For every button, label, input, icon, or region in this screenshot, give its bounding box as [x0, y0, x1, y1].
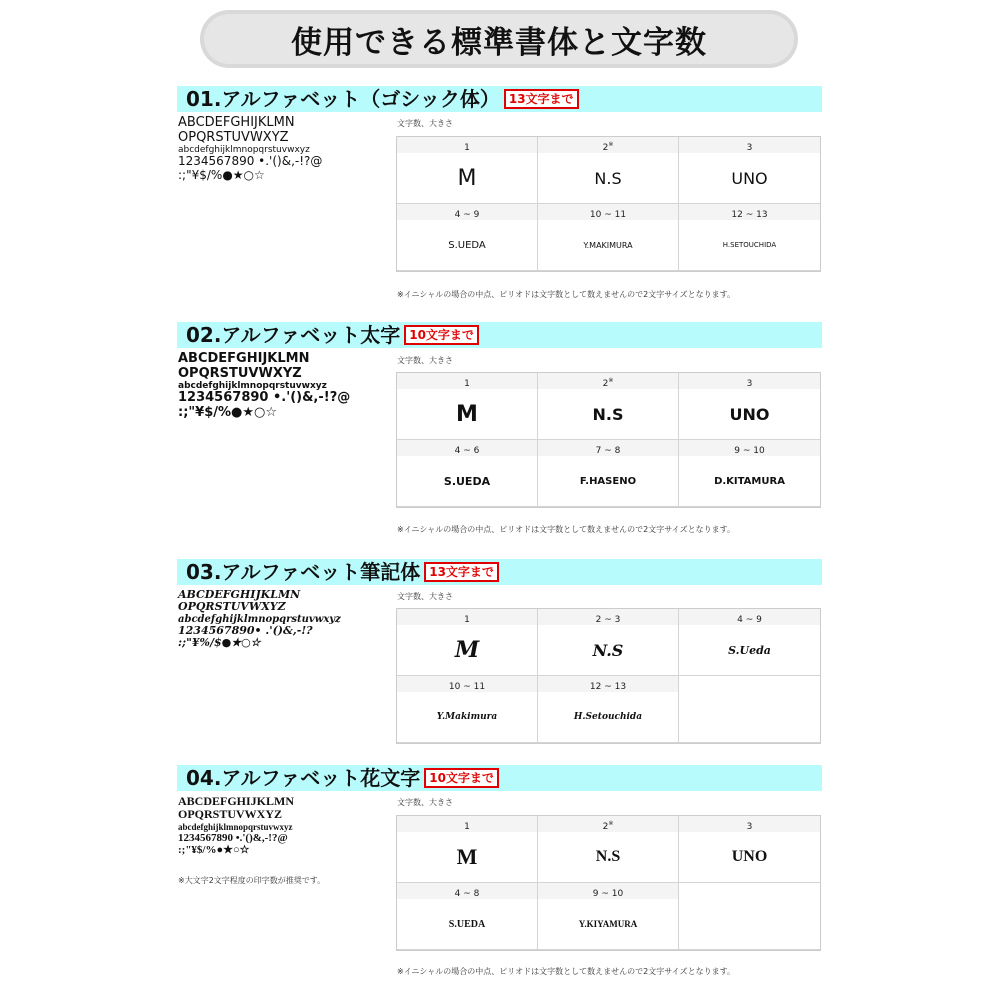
sample-line: OPQRSTUVWXYZ — [178, 365, 302, 381]
sample-line: abcdefghijklmnopqrstuvwxyz — [178, 145, 310, 156]
font-sample — [178, 589, 378, 649]
example-text: N.S — [592, 404, 624, 424]
example-text: Y.KIYAMURA — [578, 919, 638, 929]
sample-line: 1234567890 •.'()&,-!?@ — [178, 154, 323, 169]
sample-line: ABCDEFGHIJKLMN — [178, 351, 310, 366]
font-sample — [178, 116, 378, 182]
sample-line: 1234567890• .'()&,-!? — [178, 623, 313, 637]
grid-cell — [538, 676, 679, 743]
section-title — [186, 86, 579, 112]
grid-cell — [397, 373, 538, 440]
example-text: H.SETOUCHIDA — [722, 241, 777, 249]
grid-cell — [397, 440, 538, 507]
grid-cell — [397, 883, 538, 950]
grid-cell-empty — [679, 676, 820, 743]
char-count-range: 4 ~ 9 — [397, 204, 537, 220]
size-grid — [396, 815, 821, 951]
grid-cell — [538, 609, 679, 676]
initials-note: ※イニシャルの場合の中点、ピリオドは文字数として数えませんので2文字サイズとなります。 — [397, 525, 735, 534]
grid-cell — [679, 440, 820, 507]
example-text: D.KITAMURA — [714, 475, 785, 487]
char-count-range: 10 ~ 11 — [538, 204, 678, 220]
example-text: UNO — [731, 168, 768, 188]
grid-cell — [397, 816, 538, 883]
grid-cell — [538, 373, 679, 440]
char-count-range — [679, 676, 820, 692]
limit-badge: 13文字まで — [424, 562, 499, 582]
char-count-range: 2 ~ 3 — [538, 609, 678, 625]
char-count-range: 12 ~ 13 — [679, 204, 820, 220]
limit-badge: 10文字まで — [424, 768, 499, 788]
char-count-range: 9 ~ 10 — [679, 440, 820, 456]
grid-cell — [538, 883, 679, 950]
grid-cell — [538, 440, 679, 507]
recommend-note: ※大文字2文字程度の印字数が推奨です。 — [178, 876, 326, 885]
example-text — [679, 899, 820, 949]
char-count-range: 2※ — [538, 137, 678, 153]
grid-cell — [679, 137, 820, 204]
sample-line: OPQRSTUVWXYZ — [178, 807, 283, 822]
char-count-range: 1 — [397, 609, 537, 625]
font-sample — [178, 352, 378, 420]
sample-line: :;"¥$/%●★○☆ — [178, 167, 265, 182]
grid-cell — [538, 204, 679, 271]
char-count-range — [679, 883, 820, 899]
example-text: UNO — [729, 404, 770, 424]
sample-line: OPQRSTUVWXYZ — [178, 600, 286, 614]
sample-line: OPQRSTUVWXYZ — [178, 129, 289, 145]
example-text: H.Setouchida — [573, 712, 643, 722]
sample-line: :;"¥$/%●★○☆ — [178, 404, 278, 420]
char-count-range: 4 ~ 8 — [397, 883, 537, 899]
char-count-range: 2※ — [538, 816, 678, 832]
grid-cell — [538, 816, 679, 883]
char-count-range: 12 ~ 13 — [538, 676, 678, 692]
size-grid — [396, 372, 821, 508]
size-grid — [396, 608, 821, 744]
example-text: N.S — [594, 168, 622, 188]
example-text: S.UEDA — [443, 474, 491, 488]
example-text — [679, 692, 820, 742]
example-text: Y.MAKIMURA — [583, 240, 633, 250]
example-text: N.S — [595, 848, 621, 865]
char-count-range: 10 ~ 11 — [397, 676, 537, 692]
sample-line: :;"¥%/$●★○☆ — [178, 636, 261, 650]
sample-line: :;"¥$/%●★○☆ — [178, 844, 250, 857]
example-text: F.HASENO — [579, 475, 637, 487]
grid-cell — [397, 204, 538, 271]
section-title-text: 04.アルファベット花文字 — [186, 766, 421, 790]
example-text: M — [456, 401, 478, 427]
font-sample — [178, 795, 378, 857]
char-count-range: 2※ — [538, 373, 678, 389]
sample-line: ABCDEFGHIJKLMN — [178, 588, 301, 601]
grid-cell — [397, 676, 538, 743]
example-text: Y.Makimura — [436, 712, 498, 722]
char-count-range: 1 — [397, 373, 537, 389]
page-title-banner — [200, 10, 798, 68]
section-title-text: 03.アルファベット筆記体 — [186, 560, 421, 584]
limit-badge: 10文字まで — [404, 325, 479, 345]
char-count-range: 1 — [397, 816, 537, 832]
chars-size-label: 文字数、大きさ — [397, 798, 453, 807]
grid-cell-empty — [679, 883, 820, 950]
sample-line: ABCDEFGHIJKLMN — [178, 794, 295, 808]
grid-cell — [679, 373, 820, 440]
chars-size-label: 文字数、大きさ — [397, 356, 453, 365]
section-title — [186, 322, 479, 348]
sample-line: abcdefghijklmnopqrstuvwxyz — [178, 821, 293, 832]
chars-size-label: 文字数、大きさ — [397, 592, 453, 601]
chars-size-label: 文字数、大きさ — [397, 119, 453, 128]
char-count-range: 7 ~ 8 — [538, 440, 678, 456]
section-title-text: 01.アルファベット（ゴシック体） — [186, 87, 500, 111]
sample-line: abcdefghijklmnopqrstuvwxyz — [178, 381, 327, 392]
char-count-range: 4 ~ 6 — [397, 440, 537, 456]
char-count-range: 1 — [397, 137, 537, 153]
char-count-range: 3 — [679, 137, 820, 153]
sample-line: abcdefghijklmnopqrstuvwxyz — [178, 613, 341, 625]
grid-cell — [679, 609, 820, 676]
char-count-range: 3 — [679, 373, 820, 389]
example-text: M — [456, 844, 478, 869]
section-title — [186, 559, 499, 585]
grid-cell — [679, 204, 820, 271]
example-text: N.S — [592, 640, 624, 660]
grid-cell — [397, 137, 538, 204]
initials-note: ※イニシャルの場合の中点、ピリオドは文字数として数えませんので2文字サイズとなります。 — [397, 290, 735, 299]
char-count-range: 4 ~ 9 — [679, 609, 820, 625]
initials-note: ※イニシャルの場合の中点、ピリオドは文字数として数えませんので2文字サイズとなります。 — [397, 967, 735, 976]
char-count-range: 3 — [679, 816, 820, 832]
example-text: M — [457, 165, 477, 191]
limit-badge: 13文字まで — [504, 89, 579, 109]
char-count-range: 9 ~ 10 — [538, 883, 678, 899]
section-title — [186, 765, 499, 791]
grid-cell — [397, 609, 538, 676]
sample-line: 1234567890 •.'()&,-!?@ — [178, 390, 351, 406]
example-text: M — [454, 637, 480, 663]
example-text: S.UEDA — [448, 239, 486, 251]
size-grid — [396, 136, 821, 272]
example-text: S.Ueda — [728, 643, 771, 657]
example-text: S.UEDA — [448, 918, 486, 930]
example-text: UNO — [731, 848, 768, 865]
sample-line: ABCDEFGHIJKLMN — [178, 115, 295, 130]
page-title: 使用できる標準書体と文字数 — [204, 14, 794, 64]
grid-cell — [679, 816, 820, 883]
grid-cell — [538, 137, 679, 204]
sample-line: 1234567890 •.'()&,-!?@ — [178, 831, 288, 844]
section-title-text: 02.アルファベット太字 — [186, 323, 401, 347]
